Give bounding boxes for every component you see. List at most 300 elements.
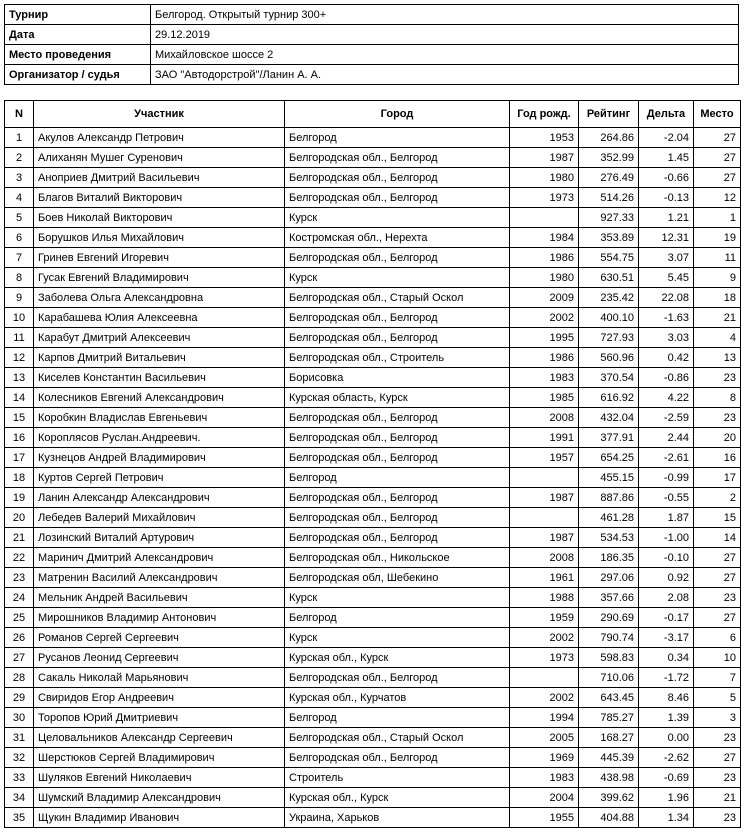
table-row: [5, 468, 741, 488]
cell-number: 4: [5, 188, 34, 208]
cell-participant: Акулов Александр Петрович: [34, 128, 285, 148]
cell-place: 27: [694, 608, 741, 628]
cell-birth-year: 1955: [510, 808, 579, 828]
cell-participant: Колесников Евгений Александрович: [34, 388, 285, 408]
cell-birth-year: 1994: [510, 708, 579, 728]
cell-place: 23: [694, 588, 741, 608]
cell-city: Украина, Харьков: [285, 808, 510, 828]
cell-place: 27: [694, 568, 741, 588]
cell-birth-year: 2009: [510, 288, 579, 308]
info-row: [5, 5, 739, 25]
cell-rating: 643.45: [579, 688, 639, 708]
cell-number: 6: [5, 228, 34, 248]
cell-birth-year: 2004: [510, 788, 579, 808]
cell-rating: 357.66: [579, 588, 639, 608]
cell-rating: 377.91: [579, 428, 639, 448]
cell-number: 26: [5, 628, 34, 648]
cell-participant: Мирошников Владимир Антонович: [34, 608, 285, 628]
cell-birth-year: 1984: [510, 228, 579, 248]
cell-delta: -2.62: [639, 748, 694, 768]
cell-delta: -1.00: [639, 528, 694, 548]
cell-city: Белгород: [285, 708, 510, 728]
cell-delta: -0.86: [639, 368, 694, 388]
cell-rating: 297.06: [579, 568, 639, 588]
cell-delta: -0.10: [639, 548, 694, 568]
cell-delta: 0.42: [639, 348, 694, 368]
cell-number: 34: [5, 788, 34, 808]
cell-participant: Щукин Владимир Иванович: [34, 808, 285, 828]
cell-city: Белгородская обл., Никольское: [285, 548, 510, 568]
cell-delta: 2.44: [639, 428, 694, 448]
table-row: [5, 608, 741, 628]
cell-city: Белгородская обл., Белгород: [285, 488, 510, 508]
cell-birth-year: 1987: [510, 488, 579, 508]
cell-rating: 887.86: [579, 488, 639, 508]
cell-birth-year: [510, 468, 579, 488]
cell-place: 17: [694, 468, 741, 488]
cell-birth-year: 2008: [510, 548, 579, 568]
cell-rating: 432.04: [579, 408, 639, 428]
cell-place: 3: [694, 708, 741, 728]
table-row: [5, 228, 741, 248]
cell-participant: Боев Николай Викторович: [34, 208, 285, 228]
cell-place: 23: [694, 408, 741, 428]
cell-city: Строитель: [285, 768, 510, 788]
cell-birth-year: 1959: [510, 608, 579, 628]
cell-delta: 1.87: [639, 508, 694, 528]
table-row: [5, 748, 741, 768]
cell-place: 27: [694, 548, 741, 568]
cell-number: 35: [5, 808, 34, 828]
cell-delta: -2.04: [639, 128, 694, 148]
table-row: [5, 568, 741, 588]
cell-delta: 2.08: [639, 588, 694, 608]
cell-place: 14: [694, 528, 741, 548]
cell-city: Белгородская обл., Белгород: [285, 248, 510, 268]
cell-city: Курская обл., Курск: [285, 648, 510, 668]
cell-birth-year: 1985: [510, 388, 579, 408]
cell-delta: 1.21: [639, 208, 694, 228]
cell-delta: 0.34: [639, 648, 694, 668]
info-row: [5, 65, 739, 85]
cell-rating: 514.26: [579, 188, 639, 208]
table-row: [5, 648, 741, 668]
cell-delta: -1.72: [639, 668, 694, 688]
cell-rating: 168.27: [579, 728, 639, 748]
info-label: Дата: [5, 25, 151, 45]
cell-delta: 1.34: [639, 808, 694, 828]
cell-number: 22: [5, 548, 34, 568]
cell-number: 19: [5, 488, 34, 508]
cell-number: 16: [5, 428, 34, 448]
cell-place: 5: [694, 688, 741, 708]
cell-number: 7: [5, 248, 34, 268]
cell-delta: 0.92: [639, 568, 694, 588]
cell-delta: 1.96: [639, 788, 694, 808]
cell-city: Белгород: [285, 128, 510, 148]
cell-delta: -0.13: [639, 188, 694, 208]
cell-city: Борисовка: [285, 368, 510, 388]
cell-participant: Торопов Юрий Дмитриевич: [34, 708, 285, 728]
col-header-rating: Рейтинг: [579, 101, 639, 128]
cell-delta: -0.66: [639, 168, 694, 188]
cell-delta: 12.31: [639, 228, 694, 248]
cell-place: 23: [694, 368, 741, 388]
table-row: [5, 488, 741, 508]
cell-place: 2: [694, 488, 741, 508]
header-row: [5, 101, 741, 128]
cell-number: 11: [5, 328, 34, 348]
info-row: [5, 25, 739, 45]
cell-rating: 186.35: [579, 548, 639, 568]
table-row: [5, 308, 741, 328]
info-label: Место проведения: [5, 45, 151, 65]
col-header-participant: Участник: [34, 101, 285, 128]
cell-number: 3: [5, 168, 34, 188]
cell-rating: 554.75: [579, 248, 639, 268]
info-value: 29.12.2019: [151, 25, 739, 45]
cell-participant: Киселев Константин Васильевич: [34, 368, 285, 388]
cell-rating: 290.69: [579, 608, 639, 628]
cell-city: Курская область, Курск: [285, 388, 510, 408]
cell-delta: 4.22: [639, 388, 694, 408]
cell-city: Курск: [285, 588, 510, 608]
table-row: [5, 628, 741, 648]
cell-rating: 455.15: [579, 468, 639, 488]
info-value: ЗАО "Автодорстрой"/Ланин А. А.: [151, 65, 739, 85]
cell-participant: Ланин Александр Александрович: [34, 488, 285, 508]
cell-number: 14: [5, 388, 34, 408]
cell-number: 25: [5, 608, 34, 628]
cell-place: 13: [694, 348, 741, 368]
table-row: [5, 768, 741, 788]
table-row: [5, 328, 741, 348]
cell-city: Белгородская обл., Белгород: [285, 148, 510, 168]
cell-city: Костромская обл., Нерехта: [285, 228, 510, 248]
cell-city: Белгород: [285, 468, 510, 488]
cell-place: 12: [694, 188, 741, 208]
info-value: Белгород. Открытый турнир 300+: [151, 5, 739, 25]
cell-city: Белгородская обл., Белгород: [285, 408, 510, 428]
cell-city: Белгородская обл., Белгород: [285, 428, 510, 448]
cell-rating: 727.93: [579, 328, 639, 348]
table-row: [5, 688, 741, 708]
cell-rating: 399.62: [579, 788, 639, 808]
tournament-info-table: [4, 4, 739, 85]
cell-birth-year: 1980: [510, 268, 579, 288]
col-header-birth-year: Год рожд.: [510, 101, 579, 128]
cell-birth-year: 1973: [510, 648, 579, 668]
cell-rating: 400.10: [579, 308, 639, 328]
table-row: [5, 728, 741, 748]
cell-number: 30: [5, 708, 34, 728]
cell-number: 20: [5, 508, 34, 528]
cell-participant: Гусак Евгений Владимирович: [34, 268, 285, 288]
cell-participant: Романов Сергей Сергеевич: [34, 628, 285, 648]
cell-birth-year: 2002: [510, 308, 579, 328]
cell-number: 24: [5, 588, 34, 608]
cell-rating: 710.06: [579, 668, 639, 688]
cell-number: 8: [5, 268, 34, 288]
cell-place: 19: [694, 228, 741, 248]
cell-delta: -1.63: [639, 308, 694, 328]
cell-participant: Гринев Евгений Игоревич: [34, 248, 285, 268]
table-row: [5, 548, 741, 568]
cell-number: 10: [5, 308, 34, 328]
info-row: [5, 45, 739, 65]
cell-delta: -3.17: [639, 628, 694, 648]
results-table: [4, 100, 741, 828]
cell-city: Белгородская обл, Шебекино: [285, 568, 510, 588]
info-label: Турнир: [5, 5, 151, 25]
cell-number: 23: [5, 568, 34, 588]
cell-city: Белгородская обл., Белгород: [285, 528, 510, 548]
cell-place: 8: [694, 388, 741, 408]
cell-participant: Кузнецов Андрей Владимирович: [34, 448, 285, 468]
cell-rating: 445.39: [579, 748, 639, 768]
cell-place: 27: [694, 748, 741, 768]
cell-place: 7: [694, 668, 741, 688]
cell-place: 10: [694, 648, 741, 668]
cell-rating: 352.99: [579, 148, 639, 168]
cell-delta: -0.17: [639, 608, 694, 628]
cell-rating: 927.33: [579, 208, 639, 228]
table-row: [5, 368, 741, 388]
table-row: [5, 428, 741, 448]
table-row: [5, 508, 741, 528]
cell-birth-year: 2005: [510, 728, 579, 748]
cell-participant: Коробкин Владислав Евгеньевич: [34, 408, 285, 428]
cell-city: Белгород: [285, 608, 510, 628]
cell-city: Белгородская обл., Белгород: [285, 188, 510, 208]
cell-participant: Матренин Василий Александрович: [34, 568, 285, 588]
table-row: [5, 668, 741, 688]
cell-rating: 598.83: [579, 648, 639, 668]
table-row: [5, 528, 741, 548]
cell-birth-year: 2002: [510, 628, 579, 648]
cell-number: 28: [5, 668, 34, 688]
cell-number: 31: [5, 728, 34, 748]
cell-number: 13: [5, 368, 34, 388]
cell-city: Курская обл., Курск: [285, 788, 510, 808]
cell-rating: 353.89: [579, 228, 639, 248]
cell-participant: Лебедев Валерий Михайлович: [34, 508, 285, 528]
cell-place: 11: [694, 248, 741, 268]
cell-participant: Шерстюков Сергей Владимирович: [34, 748, 285, 768]
cell-participant: Короплясов Руслан.Андреевич.: [34, 428, 285, 448]
cell-birth-year: 1973: [510, 188, 579, 208]
cell-number: 2: [5, 148, 34, 168]
cell-birth-year: 1991: [510, 428, 579, 448]
cell-number: 12: [5, 348, 34, 368]
cell-birth-year: 1988: [510, 588, 579, 608]
table-row: [5, 148, 741, 168]
cell-city: Курск: [285, 628, 510, 648]
cell-city: Белгородская обл., Строитель: [285, 348, 510, 368]
cell-birth-year: 2008: [510, 408, 579, 428]
cell-delta: 0.00: [639, 728, 694, 748]
cell-birth-year: [510, 208, 579, 228]
cell-city: Белгородская обл., Белгород: [285, 448, 510, 468]
cell-rating: 461.28: [579, 508, 639, 528]
cell-place: 23: [694, 728, 741, 748]
cell-place: 20: [694, 428, 741, 448]
cell-participant: Лозинский Виталий Артурович: [34, 528, 285, 548]
table-row: [5, 168, 741, 188]
cell-place: 27: [694, 148, 741, 168]
cell-place: 23: [694, 768, 741, 788]
table-row: [5, 288, 741, 308]
cell-rating: 785.27: [579, 708, 639, 728]
table-row: [5, 268, 741, 288]
cell-participant: Борушков Илья Михайлович: [34, 228, 285, 248]
cell-rating: 264.86: [579, 128, 639, 148]
cell-delta: 1.39: [639, 708, 694, 728]
cell-number: 21: [5, 528, 34, 548]
table-row: [5, 348, 741, 368]
cell-participant: Карпов Дмитрий Витальевич: [34, 348, 285, 368]
info-value: Михайловское шоссе 2: [151, 45, 739, 65]
cell-rating: 438.98: [579, 768, 639, 788]
cell-number: 29: [5, 688, 34, 708]
cell-delta: -0.55: [639, 488, 694, 508]
cell-participant: Сакаль Николай Марьянович: [34, 668, 285, 688]
table-row: [5, 708, 741, 728]
cell-birth-year: 1987: [510, 528, 579, 548]
cell-place: 27: [694, 168, 741, 188]
cell-rating: 534.53: [579, 528, 639, 548]
cell-rating: 654.25: [579, 448, 639, 468]
cell-birth-year: 1953: [510, 128, 579, 148]
cell-place: 21: [694, 308, 741, 328]
cell-number: 32: [5, 748, 34, 768]
cell-participant: Карабут Дмитрий Алексеевич: [34, 328, 285, 348]
col-header-n: N: [5, 101, 34, 128]
cell-delta: 3.03: [639, 328, 694, 348]
cell-number: 9: [5, 288, 34, 308]
table-row: [5, 128, 741, 148]
cell-place: 4: [694, 328, 741, 348]
cell-participant: Маринич Дмитрий Александрович: [34, 548, 285, 568]
cell-number: 5: [5, 208, 34, 228]
info-label: Организатор / судья: [5, 65, 151, 85]
cell-city: Белгородская обл., Белгород: [285, 168, 510, 188]
cell-city: Белгородская обл., Белгород: [285, 748, 510, 768]
cell-city: Курск: [285, 208, 510, 228]
cell-birth-year: [510, 668, 579, 688]
table-row: [5, 388, 741, 408]
cell-city: Курская обл., Курчатов: [285, 688, 510, 708]
cell-birth-year: 1969: [510, 748, 579, 768]
table-row: [5, 448, 741, 468]
cell-delta: 5.45: [639, 268, 694, 288]
cell-participant: Заболева Ольга Александровна: [34, 288, 285, 308]
cell-city: Белгородская обл., Белгород: [285, 308, 510, 328]
table-row: [5, 788, 741, 808]
cell-place: 6: [694, 628, 741, 648]
col-header-place: Место: [694, 101, 741, 128]
table-row: [5, 188, 741, 208]
cell-birth-year: [510, 508, 579, 528]
cell-number: 27: [5, 648, 34, 668]
cell-delta: 22.08: [639, 288, 694, 308]
cell-birth-year: 1995: [510, 328, 579, 348]
cell-participant: Шуляков Евгений Николаевич: [34, 768, 285, 788]
cell-place: 27: [694, 128, 741, 148]
cell-rating: 404.88: [579, 808, 639, 828]
cell-participant: Куртов Сергей Петрович: [34, 468, 285, 488]
cell-rating: 370.54: [579, 368, 639, 388]
cell-participant: Мельник Андрей Васильевич: [34, 588, 285, 608]
cell-place: 16: [694, 448, 741, 468]
cell-rating: 790.74: [579, 628, 639, 648]
cell-delta: -2.61: [639, 448, 694, 468]
cell-rating: 630.51: [579, 268, 639, 288]
cell-delta: 1.45: [639, 148, 694, 168]
cell-city: Белгородская обл., Белгород: [285, 508, 510, 528]
cell-participant: Аноприев Дмитрий Васильевич: [34, 168, 285, 188]
cell-participant: Карабашева Юлия Алексеевна: [34, 308, 285, 328]
cell-delta: -2.59: [639, 408, 694, 428]
cell-city: Курск: [285, 268, 510, 288]
cell-number: 15: [5, 408, 34, 428]
cell-city: Белгородская обл., Старый Оскол: [285, 288, 510, 308]
cell-rating: 276.49: [579, 168, 639, 188]
cell-place: 23: [694, 808, 741, 828]
table-row: [5, 808, 741, 828]
cell-birth-year: 1983: [510, 368, 579, 388]
cell-birth-year: 1987: [510, 148, 579, 168]
cell-place: 15: [694, 508, 741, 528]
cell-birth-year: 2002: [510, 688, 579, 708]
cell-delta: -0.99: [639, 468, 694, 488]
table-row: [5, 408, 741, 428]
cell-birth-year: 1980: [510, 168, 579, 188]
cell-delta: -0.69: [639, 768, 694, 788]
cell-rating: 560.96: [579, 348, 639, 368]
cell-city: Белгородская обл., Старый Оскол: [285, 728, 510, 748]
cell-rating: 616.92: [579, 388, 639, 408]
cell-city: Белгородская обл., Белгород: [285, 328, 510, 348]
cell-participant: Свиридов Егор Андреевич: [34, 688, 285, 708]
cell-number: 33: [5, 768, 34, 788]
cell-birth-year: 1986: [510, 348, 579, 368]
cell-participant: Русанов Леонид Сергеевич: [34, 648, 285, 668]
cell-place: 1: [694, 208, 741, 228]
table-row: [5, 248, 741, 268]
cell-number: 1: [5, 128, 34, 148]
col-header-delta: Дельта: [639, 101, 694, 128]
cell-participant: Алиханян Мушег Суренович: [34, 148, 285, 168]
cell-number: 17: [5, 448, 34, 468]
cell-place: 9: [694, 268, 741, 288]
col-header-city: Город: [285, 101, 510, 128]
cell-birth-year: 1957: [510, 448, 579, 468]
cell-place: 21: [694, 788, 741, 808]
cell-participant: Целовальников Александр Сергеевич: [34, 728, 285, 748]
cell-place: 18: [694, 288, 741, 308]
cell-participant: Благов Виталий Викторович: [34, 188, 285, 208]
cell-participant: Шумский Владимир Александрович: [34, 788, 285, 808]
cell-birth-year: 1986: [510, 248, 579, 268]
cell-birth-year: 1961: [510, 568, 579, 588]
cell-number: 18: [5, 468, 34, 488]
cell-birth-year: 1983: [510, 768, 579, 788]
cell-delta: 8.46: [639, 688, 694, 708]
cell-city: Белгородская обл., Белгород: [285, 668, 510, 688]
cell-rating: 235.42: [579, 288, 639, 308]
cell-delta: 3.07: [639, 248, 694, 268]
